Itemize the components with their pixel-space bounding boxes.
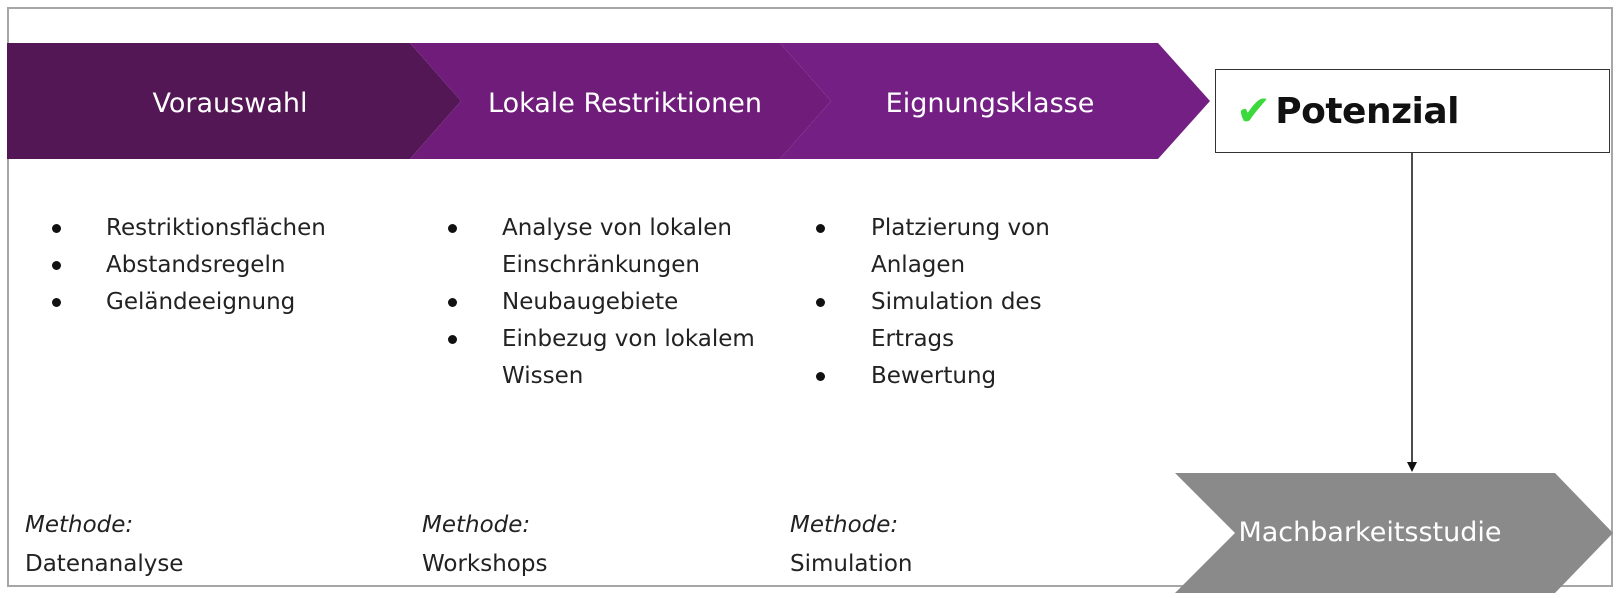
list-item-line: Wissen [502, 363, 584, 389]
list-item [50, 210, 326, 247]
method-value: Datenanalyse [25, 551, 184, 577]
bullet-icon [52, 298, 61, 307]
list-item-line: Geländeeignung [106, 289, 296, 315]
connector-arrowhead [1407, 462, 1417, 472]
stage-title-vorauswahl: Vorauswahl [152, 88, 308, 119]
bullet-list-vorauswahl [50, 210, 326, 321]
list-item-line: Bewertung [871, 363, 997, 389]
list-item-line: Abstandsregeln [106, 252, 286, 278]
bullet-icon [448, 335, 457, 344]
list-item [814, 358, 1050, 395]
list-item [446, 284, 755, 321]
list-item [814, 210, 1050, 284]
stage-title-lokale-restriktionen: Lokale Restriktionen [488, 88, 762, 119]
method-label: Methode: [422, 512, 531, 538]
method-label: Methode: [790, 512, 899, 538]
stage-title-eignungsklasse: Eignungsklasse [885, 88, 1095, 119]
method-label: Methode: [25, 512, 134, 538]
method-value: Simulation [790, 551, 913, 577]
bullet-icon [448, 224, 457, 233]
list-item [50, 284, 326, 321]
bullet-icon [52, 261, 61, 270]
list-item [446, 321, 755, 395]
check-icon: ✔ [1236, 86, 1272, 135]
bullet-icon [448, 298, 457, 307]
bullet-icon [52, 224, 61, 233]
list-item [446, 210, 755, 284]
list-item-line: Platzierung von [871, 215, 1050, 241]
bullet-icon [816, 224, 825, 233]
next-step-title: Machbarkeitsstudie [1238, 517, 1502, 548]
list-item-line: Ertrags [871, 326, 955, 352]
bullet-list-eignungsklasse [814, 210, 1050, 395]
result-title: Potenzial [1275, 90, 1459, 132]
list-item-line: Analyse von lokalen [502, 215, 733, 241]
list-item-line: Anlagen [871, 252, 966, 278]
bullet-icon [816, 372, 825, 381]
result-box-potenzial [1215, 69, 1610, 153]
bullet-list-lokale-restriktionen [446, 210, 755, 395]
list-item-line: Neubaugebiete [502, 289, 679, 315]
list-item [50, 247, 326, 284]
list-item-line: Simulation des [871, 289, 1042, 315]
method-value: Workshops [422, 551, 548, 577]
list-item-line: Einbezug von lokalem [502, 326, 755, 352]
list-item-line: Einschränkungen [502, 252, 700, 278]
list-item [814, 284, 1050, 358]
bullet-icon [816, 298, 825, 307]
list-item-line: Restriktionsflächen [106, 215, 326, 241]
